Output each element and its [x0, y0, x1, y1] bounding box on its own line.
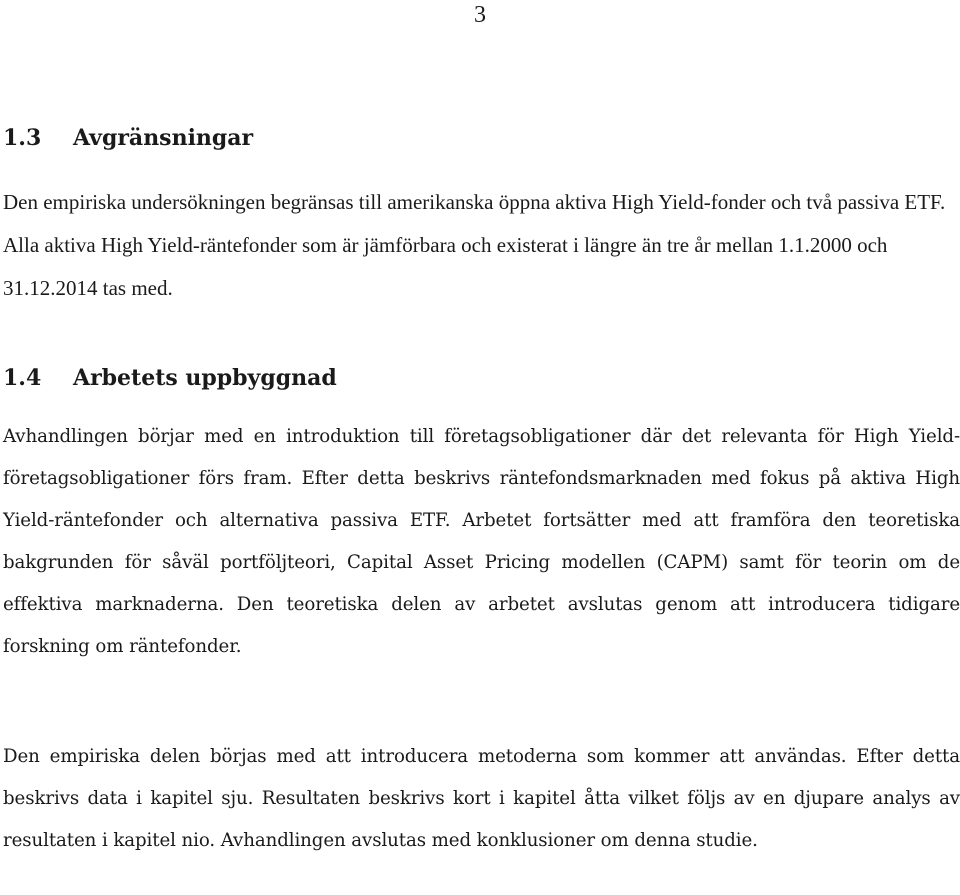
section-title: Avgränsningar [73, 125, 254, 151]
paragraph-structure-theory: Avhandlingen börjar med en introduktion till företagsobligationer där det relevanta för High Yield-företagsobligationer förs fram. Efter detta beskrivs räntefondsmarknaden med fokus på aktiva High Yield-räntefonder och alternativa passiva ETF. Arbetet fortsätter med att framföra den teoretiska bakgrunden för såväl portföljteori, Capital Asset Pricing modellen (CAPM) samt för teorin om de effektiva marknaderna. Den teoretiska delen av arbetet avslutas genom att introducera tidigare forskning om räntefonder. [3, 426, 960, 657]
page-number: 3 [474, 2, 486, 28]
paragraph-structure-empirical: Den empiriska delen börjas med att introducera metoderna som kommer att användas. Efter detta beskrivs data i kapitel sju. Resultaten beskrivs kort i kapitel åtta vilket följs av en djupare analys av resultaten i kapitel nio. Avhandlingen avslutas med konklusioner om denna studie. [3, 746, 960, 851]
paragraph-avgransningar: Den empiriska undersökningen begränsas till amerikanska öppna aktiva High Yield-fonder och två passiva ETF. Alla aktiva High Yield-räntefonder som är jämförbara och existerat i längre än tre år mellan 1.1.2000 och 31.12.2014 tas med. [3, 190, 946, 300]
section-title: Arbetets uppbyggnad [73, 365, 337, 391]
section-heading-arbetets-uppbyggnad [3, 365, 337, 391]
section-number: 1.4 [3, 365, 42, 391]
section-number: 1.3 [3, 125, 42, 151]
section-heading-avgransningar [3, 125, 253, 151]
